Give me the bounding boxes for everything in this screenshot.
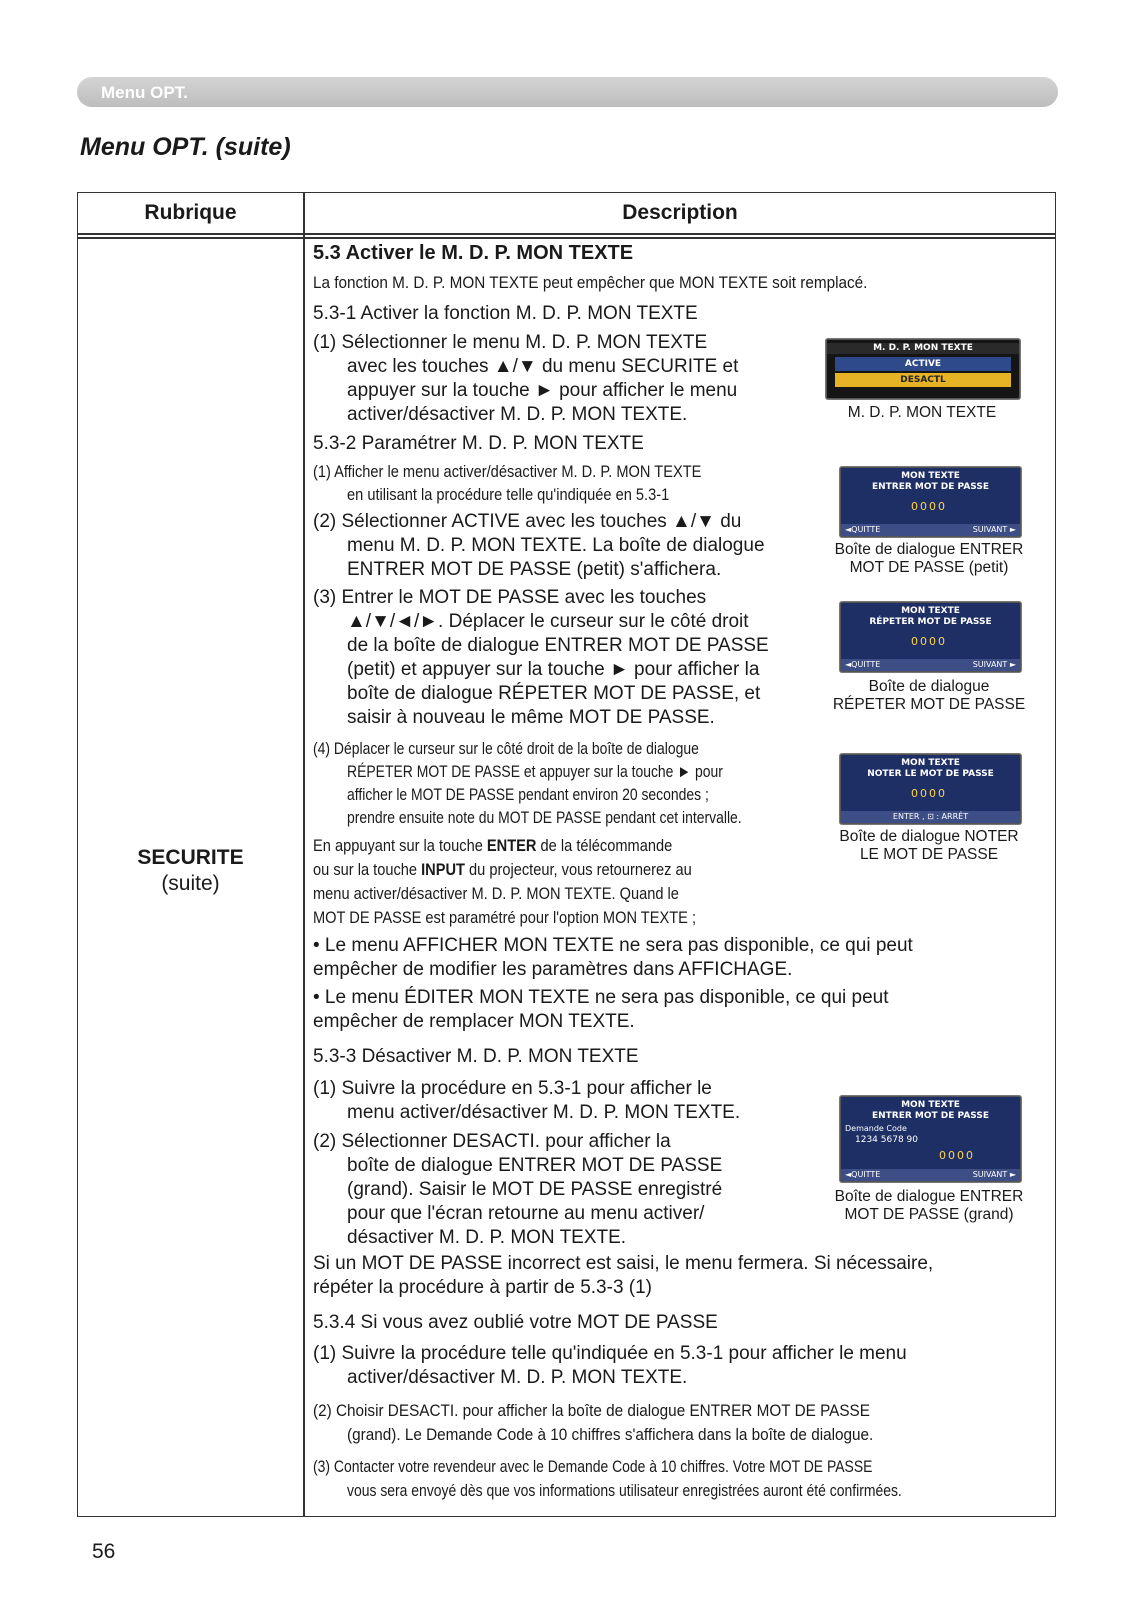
step-532-4-line4: prendre ensuite note du MOT DE PASSE pendant cet intervalle. [347, 808, 742, 827]
enter-note-line4: MOT DE PASSE est paramétré pour l'option MON TEXTE ; [313, 908, 697, 927]
fig1-option-active: ACTIVE [835, 357, 1011, 371]
fig1-option-desactl: DESACTL [835, 373, 1011, 387]
fig5-caption-line1: Boîte de dialogue ENTRER [834, 1188, 1024, 1205]
column-header-description: Description [622, 201, 738, 224]
fig5-title2: ENTRER MOT DE PASSE [871, 1111, 990, 1121]
subsection-533: 5.3-3 Désactiver M. D. P. MON TEXTE [313, 1046, 639, 1067]
fig3-next-label: SUIVANT ► [972, 660, 1016, 669]
step-533-2-line5: désactiver M. D. P. MON TEXTE. [347, 1227, 627, 1248]
step-533-2-line3: (grand). Saisir le MOT DE PASSE enregistré [347, 1179, 723, 1200]
bullet-1-line1: • Le menu AFFICHER MON TEXTE ne sera pas disponible, ce qui peut [313, 935, 913, 956]
step-534-3-line1: (3) Contacter votre revendeur avec le Demande Code à 10 chiffres. Votre MOT DE PASSE [313, 1457, 873, 1476]
fig-note-password-screenshot [840, 754, 1021, 824]
step-532-3-line5: boîte de dialogue RÉPETER MOT DE PASSE, et [347, 683, 761, 704]
step-534-1-line1: (1) Suivre la procédure telle qu'indiquée en 5.3-1 pour afficher le menu [313, 1343, 907, 1364]
header-divider-double [78, 237, 1055, 239]
step-532-4-line1: (4) Déplacer le curseur sur le côté droit de la boîte de dialogue [313, 739, 699, 758]
fig4-caption-line1: Boîte de dialogue NOTER [839, 828, 1019, 845]
fig2-caption-line1: Boîte de dialogue ENTRER [834, 541, 1024, 558]
fig-repeat-password-screenshot [840, 602, 1021, 672]
step-531-1-line3: appuyer sur la touche ► pour afficher le menu [347, 380, 738, 401]
page-title: Menu OPT. (suite) [80, 133, 291, 161]
header-divider [78, 233, 1055, 235]
enter-note-line2: ou sur la touche INPUT du projecteur, vous retournerez au [313, 860, 692, 879]
fig3-quit-label: ◄QUITTE [845, 660, 881, 669]
fig3-footer [841, 659, 1020, 671]
step-533-2-line2: boîte de dialogue ENTRER MOT DE PASSE [347, 1155, 723, 1176]
step-531-1-line2: avec les touches ▲/▼ du menu SECURITE et [347, 356, 739, 377]
step-533-note-line1: Si un MOT DE PASSE incorrect est saisi, le menu fermera. Si nécessaire, [313, 1253, 934, 1274]
fig5-footer [841, 1169, 1020, 1181]
enter-note-line3: menu activer/désactiver M. D. P. MON TEXTE. Quand le [313, 884, 679, 903]
fig-enter-password-large-screenshot [840, 1096, 1021, 1182]
enter-note-line1: En appuyant sur la touche ENTER de la télécommande [313, 836, 673, 855]
fig5-title1: MON TEXTE [901, 1100, 960, 1110]
fig3-caption-line1: Boîte de dialogue [868, 678, 990, 695]
step-532-3-line6: saisir à nouveau le même MOT DE PASSE. [347, 707, 715, 728]
column-header-rubrique: Rubrique [144, 201, 237, 224]
fig3-title1: MON TEXTE [901, 606, 960, 616]
fig2-title2: ENTRER MOT DE PASSE [871, 482, 990, 492]
column-divider [303, 193, 305, 1516]
fig5-demand-code-label: Demande Code [845, 1124, 907, 1133]
fig4-code: 0000 [911, 787, 947, 800]
step-533-2-line4: pour que l'écran retourne au menu activer/ [347, 1203, 705, 1224]
fig4-caption-line2: LE MOT DE PASSE [859, 846, 999, 863]
step-533-1-line2: menu activer/désactiver M. D. P. MON TEXTE. [347, 1102, 741, 1123]
rubrique-name: SECURITE [137, 846, 244, 869]
bullet-1-line2: empêcher de modifier les paramètres dans AFFICHAGE. [313, 959, 793, 980]
step-532-1-line1: (1) Afficher le menu activer/désactiver M. D. P. MON TEXTE [313, 462, 702, 481]
fig-enter-password-small-screenshot [840, 467, 1021, 537]
section-heading: 5.3 Activer le M. D. P. MON TEXTE [313, 242, 634, 264]
fig3-caption-line2: RÉPETER MOT DE PASSE [832, 696, 1026, 713]
step-532-4-line3: afficher le MOT DE PASSE pendant environ 20 secondes ; [347, 785, 709, 804]
fig5-next-label: SUIVANT ► [972, 1170, 1016, 1179]
step-532-3-line1: (3) Entrer le MOT DE PASSE avec les touches [313, 587, 707, 608]
step-532-3-line3: de la boîte de dialogue ENTRER MOT DE PASSE [347, 635, 769, 656]
fig2-footer [841, 524, 1020, 536]
step-534-3-line2: vous sera envoyé dès que vos informations utilisateur enregistrées auront été confirmées. [347, 1481, 902, 1500]
rubrique-cell [78, 846, 303, 896]
subsection-531: 5.3-1 Activer la fonction M. D. P. MON TEXTE [313, 303, 698, 324]
step-531-1-line4: activer/désactiver M. D. P. MON TEXTE. [347, 404, 688, 425]
step-533-note-line2: répéter la procédure à partir de 5.3-3 (1) [313, 1277, 653, 1298]
fig-mdp-menu-screenshot [826, 339, 1020, 399]
step-532-1-line2: en utilisant la procédure telle qu'indiquée en 5.3-1 [347, 485, 670, 504]
fig3-code: 0000 [911, 635, 947, 648]
rubrique-sub: (suite) [161, 872, 220, 895]
intro-text: La fonction M. D. P. MON TEXTE peut empêcher que MON TEXTE soit remplacé. [313, 273, 868, 292]
fig2-quit-label: ◄QUITTE [845, 525, 881, 534]
step-534-2-line1: (2) Choisir DESACTI. pour afficher la boîte de dialogue ENTRER MOT DE PASSE [313, 1401, 870, 1420]
fig5-quit-label: ◄QUITTE [845, 1170, 881, 1179]
step-532-4-line2: RÉPETER MOT DE PASSE et appuyer sur la touche ► pour [347, 762, 723, 781]
step-531-1-line1: (1) Sélectionner le menu M. D. P. MON TEXTE [313, 332, 708, 353]
fig5-demand-code-value: 1234 5678 90 [855, 1135, 918, 1145]
fig2-caption-line2: MOT DE PASSE (petit) [849, 559, 1009, 576]
step-534-1-line2: activer/désactiver M. D. P. MON TEXTE. [347, 1367, 688, 1388]
fig5-caption-line2: MOT DE PASSE (grand) [844, 1206, 1014, 1223]
bullet-2-line1: • Le menu ÉDITER MON TEXTE ne sera pas disponible, ce qui peut [313, 987, 889, 1008]
section-header-label: Menu OPT. [101, 83, 188, 102]
step-532-2-line3: ENTRER MOT DE PASSE (petit) s'affichera. [347, 559, 722, 580]
step-532-2-line1: (2) Sélectionner ACTIVE avec les touches ▲/▼ du [313, 511, 742, 532]
fig5-code: 0000 [939, 1149, 975, 1162]
step-532-3-line4: (petit) et appuyer sur la touche ► pour afficher la [347, 659, 760, 680]
subsection-532: 5.3-2 Paramétrer M. D. P. MON TEXTE [313, 433, 644, 454]
bullet-2-line2: empêcher de remplacer MON TEXTE. [313, 1011, 635, 1032]
fig4-title2: NOTER LE MOT DE PASSE [867, 769, 994, 779]
fig1-caption: M. D. P. MON TEXTE [847, 404, 997, 421]
step-532-3-line2: ▲/▼/◄/►. Déplacer le curseur sur le côté droit [347, 611, 749, 632]
fig1-title: M. D. P. MON TEXTE [827, 343, 1019, 354]
fig4-title1: MON TEXTE [901, 758, 960, 768]
step-533-1-line1: (1) Suivre la procédure en 5.3-1 pour afficher le [313, 1078, 712, 1099]
subsection-534: 5.3.4 Si vous avez oublié votre MOT DE PASSE [313, 1312, 718, 1333]
fig2-next-label: SUIVANT ► [972, 525, 1016, 534]
section-header-bar [77, 77, 1058, 107]
fig2-code: 0000 [911, 500, 947, 513]
fig4-footer: ENTER , ⊡ : ARRÊT [841, 811, 1020, 823]
page-number: 56 [92, 1540, 116, 1563]
step-534-2-line2: (grand). Le Demande Code à 10 chiffres s'affichera dans la boîte de dialogue. [347, 1425, 874, 1444]
fig2-title1: MON TEXTE [901, 471, 960, 481]
step-533-2-line1: (2) Sélectionner DESACTI. pour afficher la [313, 1131, 671, 1152]
fig3-title2: RÉPETER MOT DE PASSE [869, 617, 992, 627]
step-532-2-line2: menu M. D. P. MON TEXTE. La boîte de dialogue [347, 535, 765, 556]
